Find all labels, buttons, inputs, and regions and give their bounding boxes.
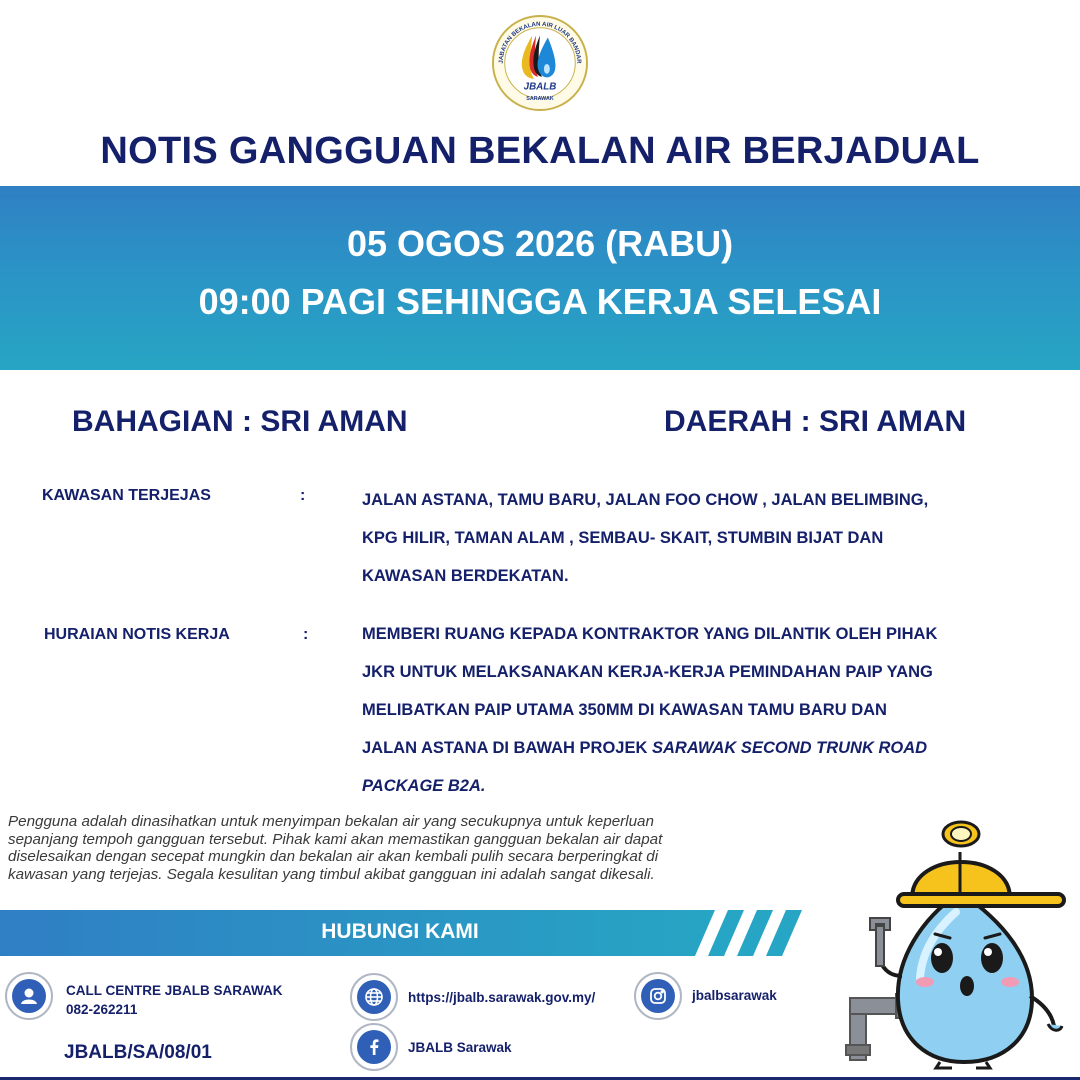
banner-date: 05 OGOS 2026 (RABU) [346,223,734,264]
affected-line-3: KAWASAN BERDEKATAN. [362,567,569,585]
advice-line-2: sepanjang tempoh gangguan tersebut. Pihak kami akan memastikan gangguan bekalan air dapat [8,830,663,848]
contact-heading: HUBUNGI KAMI [321,920,479,943]
globe-icon [350,973,398,1021]
water-drop-mascot-illustration [840,800,1080,1070]
wrench-icon [870,918,890,966]
description-line-2: JKR UNTUK MELAKSANAKAN KERJA-KERJA PEMINDAHAN PAIP YANG [362,663,933,681]
person-icon [5,972,53,1020]
advice-line-3: diselesaikan dengan secepat mungkin dan bekalan air akan kembali pulih secara berperingkat di [8,848,659,865]
description-line-4 [362,729,987,767]
affected-areas-value [362,481,987,595]
affected-line-1: JALAN ASTANA, TAMU BARU, JALAN FOO CHOW , JALAN BELIMBING, [362,491,929,509]
banner-time: 09:00 PAGI SEHINGGA KERJA SELESAI [198,281,882,322]
work-description-value [362,615,987,805]
website-link[interactable]: https://jbalb.sarawak.gov.my/ [408,990,596,1005]
project-package: PACKAGE B2A. [362,777,486,795]
district-label: DAERAH : SRI AMAN [664,405,967,438]
division-label: BAHAGIAN : SRI AMAN [72,405,408,438]
notice-title: NOTIS GANGGUAN BEKALAN AIR BERJADUAL [100,130,980,172]
jbalb-logo [491,14,589,112]
description-line-4-prefix: JALAN ASTANA DI BAWAH PROJEK [362,739,648,757]
advice-line-4: kawasan yang terjejas. Segala kesulitan yang timbul akibat gangguan ini adalah sangat dikesali. [8,865,655,883]
affected-colon: : [300,487,306,504]
advice-paragraph [8,813,798,883]
pipe-icon [846,994,904,1060]
facebook-page[interactable]: JBALB Sarawak [408,1040,512,1055]
svg-text:SARAWAK: SARAWAK [526,96,554,103]
facebook-icon [350,1023,398,1071]
project-name: SARAWAK SECOND TRUNK ROAD [652,739,928,757]
date-banner [0,186,1080,370]
advice-line-1: Pengguna adalah dinasihatkan untuk menyimpan bekalan air yang secukupnya untuk keperluan [8,813,654,830]
reference-code: JBALB/SA/08/01 [64,1042,212,1063]
instagram-handle[interactable]: jbalbsarawak [692,988,777,1003]
description-colon: : [303,626,309,643]
call-centre-phone[interactable]: 082-262211 [66,1002,138,1017]
instagram-icon [634,972,682,1020]
description-line-3: MELIBATKAN PAIP UTAMA 350MM DI KAWASAN TAMU BARU DAN [362,701,887,719]
affected-line-2: KPG HILIR, TAMAN ALAM , SEMBAU- SKAIT, STUMBIN BIJAT DAN [362,529,884,547]
svg-text:JABATAN BEKALAN AIR LUAR BANDA: JABATAN BEKALAN AIR LUAR BANDAR [498,21,582,64]
svg-text:JBALB: JBALB [523,81,557,93]
call-centre-name: CALL CENTRE JBALB SARAWAK [66,983,283,998]
work-description-label: HURAIAN NOTIS KERJA [44,626,230,643]
affected-areas-label: KAWASAN TERJEJAS [42,487,211,504]
description-line-1: MEMBERI RUANG KEPADA KONTRAKTOR YANG DILANTIK OLEH PIHAK [362,625,938,643]
